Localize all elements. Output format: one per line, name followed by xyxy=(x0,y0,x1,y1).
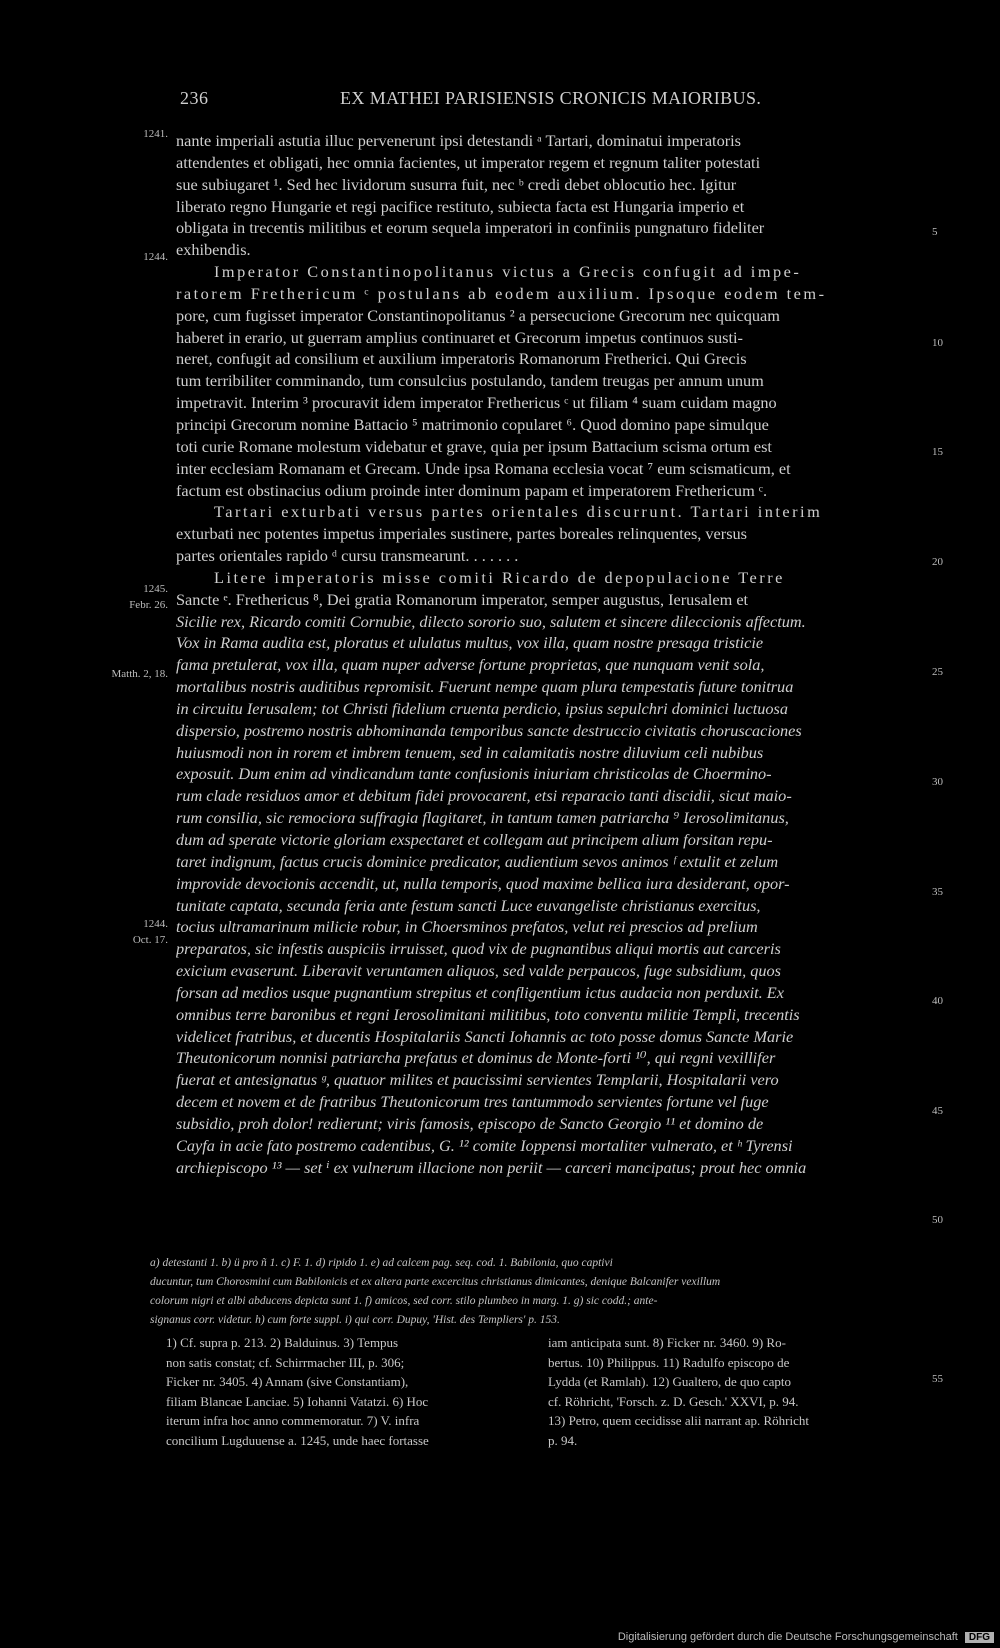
margin-year-1244: 1244. xyxy=(143,251,168,263)
page-header xyxy=(180,88,780,112)
letter-line: archiepiscopo ¹³ — set ⁱ ex vulnerum illacione non periit — carceri mancipatus; prout hec omnia xyxy=(176,1157,807,1177)
margin-date-oct: Oct. 17. xyxy=(132,934,168,946)
footnote-line: non satis constat; cf. Schirrmacher III, p. 306; xyxy=(166,1354,405,1370)
footnote-line: cf. Röhricht, 'Forsch. z. D. Gesch.' XXVI, p. 94. xyxy=(548,1393,799,1409)
critical-note-line: colorum nigri et albi abducens depicta sunt 1. f) amicos, sed corr. stilo plumbeo in marg. 1. g) sic codd.; ante- xyxy=(150,1295,658,1307)
letter-line: Cayfa in acie fato postremo cadentibus, G. ¹² comite Ioppensi mortaliter vulnerato, et ʰ Tyrensi xyxy=(176,1135,793,1155)
letter-line: taret indignum, factus crucis dominice predicator, audientium sevos animos ᶠ extulit et zelum xyxy=(176,851,779,871)
footnote-line: filiam Blancae Lanciae. 5) Iohanni Vatatzi. 6) Hoc xyxy=(166,1393,429,1409)
margin-year-1244-second: 1244. xyxy=(143,918,168,930)
line-number: 50 xyxy=(932,1214,943,1226)
footnote-line: p. 94. xyxy=(548,1432,578,1448)
line-number: 45 xyxy=(932,1105,943,1117)
section-heading: ratorem Frethericum ᶜ postulans ab eodem auxilium. Ipsoque eodem tem- xyxy=(176,283,827,303)
letter-line: fuerat et antesignatus ᵍ, quatuor milites et paucissimi servientes Templarii, Hospitalarii vero xyxy=(176,1070,779,1090)
footnote-line: iam anticipata sunt. 8) Ficker nr. 3460. 9) Ro- xyxy=(548,1335,786,1350)
critical-note-line: a) detestanti 1. b) ü pro ñ 1. c) F. 1. d) ripido 1. e) ad calcem pag. seq. cod. 1. Babilonia, quo captivi xyxy=(150,1257,613,1269)
footnote-line: bertus. 10) Philippus. 11) Radulfo episcopo de xyxy=(548,1354,790,1370)
running-title: EX MATHEI PARISIENSIS CRONICIS MAIORIBUS. xyxy=(340,88,762,108)
letter-line: forsan ad medios usque pugnantium strepitus et confligentium ictus audacia non perduxit. Ex xyxy=(176,982,784,1002)
dfg-logo: DFG xyxy=(965,1632,994,1643)
letter-line: dispersio, postremo nostris abhominanda temporibus sancte destruccio civitatis choruscaciones xyxy=(176,720,802,740)
letter-line: omnibus terre baronibus et regni Ierosolimitani militibus, toto conventu militie Templi, trecentis xyxy=(176,1004,800,1024)
section-heading: Litere imperatoris misse comiti Ricardo de depopulacione Terre xyxy=(214,567,785,587)
credit-text: Digitalisierung gefördert durch die Deutsche Forschungsgemeinschaft xyxy=(617,1631,958,1643)
line-number: 15 xyxy=(932,446,943,458)
letter-line: Sancte ᵉ. Frethericus ⁸, Dei gratia Romanorum imperator, semper augustus, Ierusalem et xyxy=(176,589,749,609)
letter-line: rum consilia, sic remociora suffragia flagitaret, in tantum tamen patriarcha ⁹ Ierosolimitanus, xyxy=(176,808,789,828)
line-number: 5 xyxy=(932,226,938,238)
text-line: tum terribiliter comminando, tum consulcius postulando, tandem treugas per annum unum xyxy=(176,371,764,391)
text-line: liberato regno Hungarie et regi pacifice restituto, subiecta facta est Hungaria imperio et xyxy=(176,196,745,216)
page-number: 236 xyxy=(180,88,209,108)
margin-date-febr: Febr. 26. xyxy=(129,599,168,611)
letter-line: in circuitu Ierusalem; tot Christi fidelium cruenta perdicio, ipsius sepulchri dominici luctuosa xyxy=(176,698,788,718)
footnotes-left-column xyxy=(166,1333,536,1451)
letter-line: huiusmodi non in rorem et imbrem tenuem, sed in calamitatis nostre diluvium celi nubibus xyxy=(176,742,764,762)
footnotes-right-column xyxy=(548,1333,918,1451)
line-number: 25 xyxy=(932,666,943,678)
letter-line: Theutonicorum nonnisi patriarcha prefatus et dominus de Monte-forti ¹⁰, qui regni vexillifer xyxy=(176,1048,776,1068)
margin-year-1241: 1241. xyxy=(143,128,168,140)
letter-line: videlicet fratribus, et ducentis Hospitalariis Sancti Iohannis ac toto posse domus Sancte Marie xyxy=(176,1026,794,1046)
letter-line: fama pretulerat, vox illa, quam nuper adverse fortune proprietas, que nunquam venit sola, xyxy=(176,655,765,675)
line-number: 40 xyxy=(932,995,943,1007)
letter-line: improvide devocionis accendit, ut, nulla temporis, quod maxime bellica iura desiderant, opor- xyxy=(176,873,790,893)
text-line: principi Grecorum nomine Battacio ⁵ matrimonio copularet ⁶. Quod domino pape simulque xyxy=(176,414,769,434)
line-number: 35 xyxy=(932,886,943,898)
text-line: factum est obstinacius odium proinde inter dominum papam et imperatorem Frethericum ᶜ. xyxy=(176,480,768,500)
text-line: exhibendis. xyxy=(176,240,251,260)
section-heading: Tartari exturbati versus partes orientales discurrunt. Tartari interim xyxy=(214,502,823,522)
line-number: 20 xyxy=(932,556,943,568)
letter-line: rum clade residuos amor et debitum fidei provocarent, etsi reparacio tanti discidii, sicut maio- xyxy=(176,786,792,806)
text-line: pore, cum fugisset imperator Constantinopolitanus ² a persecucione Grecorum nec quicquam xyxy=(176,305,780,325)
letter-line: mortalibus nostris auditibus repromisit. Fuerunt nempe quam plura tempestatis future tonitrua xyxy=(176,677,794,697)
letter-line: Vox in Rama audita est, ploratus et ululatus multus, vox illa, quam nostre presaga tristicie xyxy=(176,633,764,653)
letter-line: tocius ultramarinum milicie robur, in Choersminos prefatos, velut rei prescios ad prelium xyxy=(176,917,758,937)
text-line: sue subiugaret ¹. Sed hec lividorum susurra fuit, nec ᵇ credi debet oblocutio hec. Igitur xyxy=(176,174,737,194)
footnote-line: iterum infra hoc anno commemoratur. 7) V. infra xyxy=(166,1413,420,1429)
text-line: obligata in trecentis militibus et eorum sequela imperatori in confiniis pungnaturo fideliter xyxy=(176,218,765,238)
line-number: 55 xyxy=(932,1373,943,1385)
text-line: inter ecclesiam Romanam et Grecam. Unde ipsa Romana ecclesia vocat ⁷ eum scismaticum, et xyxy=(176,458,791,478)
critical-apparatus xyxy=(150,1254,940,1330)
text-line: neret, confugit ad consilium et auxilium imperatoris Romanorum Fretherici. Qui Grecis xyxy=(176,349,747,369)
text-line: nante imperiali astutia illuc pervenerunt ipsi detestandi ᵃ Tartari, dominatui imperatoris xyxy=(176,131,742,150)
letter-line: decem et novem et de fratribus Theutonicorum tres tantummodo servientes fortune vel fuge xyxy=(176,1092,769,1112)
text-line: impetravit. Interim ³ procuravit idem imperator Frethericus ᶜ ut filiam ⁴ suam cuidam magno xyxy=(176,393,777,413)
letter-line: dum ad sperate victorie gloriam exspectaret et collegam aut principem alium forsitan repu- xyxy=(176,830,773,849)
footnote-line: Ficker nr. 3405. 4) Annam (sive Constantiam), xyxy=(166,1374,409,1390)
text-line: haberet in erario, ut guerram amplius continuaret et Grecorum impetus continuos susti- xyxy=(176,327,743,347)
footnote-line: 1) Cf. supra p. 213. 2) Balduinus. 3) Tempus xyxy=(166,1335,399,1350)
letter-line: Sicilie rex, Ricardo comiti Cornubie, dilecto sororio suo, salutem et sincere dileccionis affectum. xyxy=(176,611,806,631)
digitization-credit xyxy=(600,1631,1000,1648)
text-line: partes orientales rapido ᵈ cursu transmearunt. . . . . . . xyxy=(176,546,519,566)
letter-line: exposuit. Dum enim ad vindicandum tante confusionis iniuriam christicolas de Choermino- xyxy=(176,764,772,784)
letter-line: preparatos, sic infestis auspiciis irruisset, quod vix de pugnantibus aliqui mortis aut carceris xyxy=(176,939,781,959)
critical-note-line: signanus corr. videtur. h) cum forte suppl. i) qui corr. Dupuy, 'Hist. des Templiers' p. 153. xyxy=(150,1314,560,1326)
letter-line: exicium evaserunt. Liberavit veruntamen aliquos, sed valde perpaucos, fuge subsidium, quos xyxy=(176,961,782,981)
section-heading: Imperator Constantinopolitanus victus a Grecis confugit ad impe- xyxy=(214,262,802,282)
margin-scripture-ref: Matth. 2, 18. xyxy=(111,668,168,680)
text-line: attendentes et obligati, hec omnia facientes, ut imperator regem et regnum taliter potestati xyxy=(176,152,761,172)
critical-note-line: ducuntur, tum Chorosmini cum Babilonicis et ex altera parte excercitus christianus dimicantes, denique Balcanifer vexillum xyxy=(150,1276,721,1288)
footnote-line: Lydda (et Ramlah). 12) Gualtero, de quo capto xyxy=(548,1374,791,1390)
line-number: 10 xyxy=(932,337,943,349)
main-text xyxy=(176,130,926,1179)
line-number: 30 xyxy=(932,776,943,788)
margin-year-1245: 1245. xyxy=(143,583,168,595)
text-line: toti curie Romane molestum videbatur et grave, quia per ipsum Battacium scisma ortum est xyxy=(176,436,772,456)
text-line: exturbati nec potentes impetus imperiales sustinere, partes boreales relinquentes, versus xyxy=(176,524,748,544)
footnote-line: concilium Lugduuense a. 1245, unde haec fortasse xyxy=(166,1432,429,1448)
letter-line: subsidio, proh dolor! redierunt; viris famosis, episcopo de Sancto Georgio ¹¹ et domino de xyxy=(176,1113,764,1133)
letter-line: tunitate captata, secunda feria ante festum sancti Luce euvangeliste christianus exercitus, xyxy=(176,895,761,915)
footnote-line: 13) Petro, quem cecidisse alii narrant ap. Röhricht xyxy=(548,1413,810,1429)
